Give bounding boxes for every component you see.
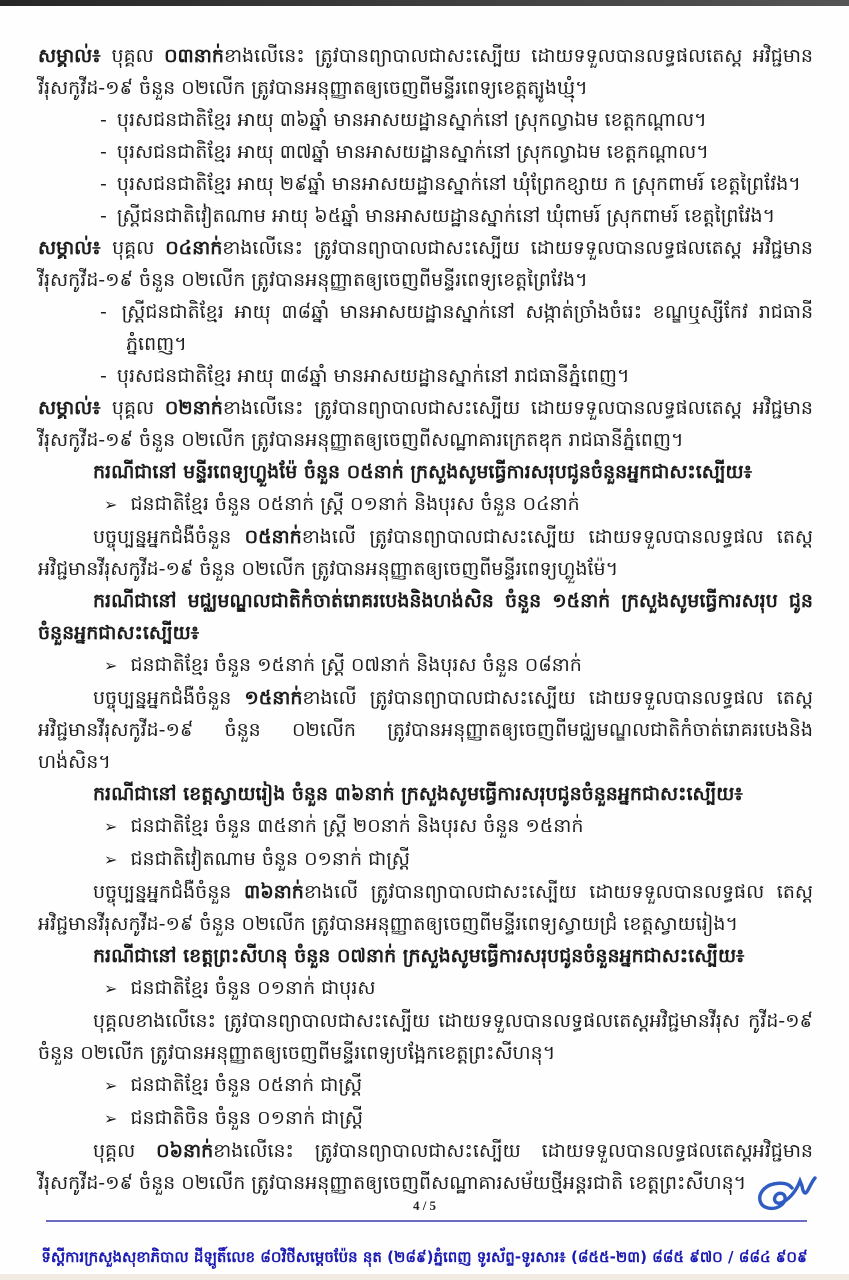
dash-bullet-icon: -: [100, 109, 113, 131]
arrow-item: ➢ ជនជាតិខ្មែរ ចំនួន ០១នាក់ ជាបុរស: [104, 977, 376, 999]
dash-bullet-icon: -: [100, 205, 113, 227]
section-heading: ករណីជានៅ ខេត្តស្វាយរៀង ចំនួន ៣៦នាក់ ក្រសួងសូមធ្វើការសរុបជូនចំនួនអ្នកជាសះស្បើយ៖: [93, 783, 743, 805]
body-paragraph: បុគ្គលខាងលើនេះ ត្រូវបានព្យាបាលជាសះស្បើយ ដោយទទួលបានលទ្ធផលតេស្តអវិជ្ជមានវីរុស កូវីដ-១៩ ចំនួន ០២លើក ត្រូវបានអនុញ្ញាតឲ្យចេញពីមន្ទីរពេទ្យបង្អែកខេត្តព្រះសីហនុ។: [38, 1010, 813, 1064]
arrowhead-bullet-icon: ➢: [104, 1076, 123, 1095]
arrow-item: ➢ ជនជាតិចិន ចំនួន ០១នាក់ ជាស្ត្រី: [104, 1107, 364, 1129]
bullet-item: - បុរសជនជាតិខ្មែរ អាយុ ៣៨ឆ្នាំ មានអាសយដ្ឋានស្នាក់នៅ រាជធានីភ្នំពេញ។: [100, 365, 630, 387]
footer-rule: [46, 1220, 807, 1222]
section-heading: ករណីជានៅ មជ្ឈមណ្ឌលជាតិកំចាត់រោគរបេងនិងហង់សិន ចំនួន ១៥នាក់ ក្រសួងសូមធ្វើការសរុប ជូនចំនួនអ្នកជាសះស្បើយ៖: [38, 590, 813, 644]
section-heading: ករណីជានៅ ខេត្តព្រះសីហនុ ចំនួន ០៧នាក់ ក្រសួងសូមធ្វើការសរុបជូនចំនួនអ្នកជាសះស្បើយ៖: [93, 945, 745, 967]
arrow-item: ➢ ជនជាតិវៀតណាម ចំនួន ០១នាក់ ជាស្ត្រី: [104, 848, 410, 870]
arrow-item: ➢ ជនជាតិខ្មែរ ចំនួន ០៥នាក់ ជាស្ត្រី: [104, 1074, 363, 1096]
body-paragraph: បច្ចុប្បន្នអ្នកជំងឺចំនួន ៣៦នាក់ខាងលើ ត្រូវបានព្យាបាលជាសះស្បើយ ដោយទទួលបានលទ្ធផល តេស្តអវិជ្ជមានវីរុសកូវីដ-១៩ ចំនួន ០២លើក ត្រូវបានអនុញ្ញាតឲ្យចេញពីមន្ទីរពេទ្យស្វាយជ្រំ ខេត្តស្វាយរៀង។: [38, 881, 813, 935]
dash-bullet-icon: -: [100, 301, 118, 323]
bullet-item: - ស្ត្រីជនជាតិវៀតណាម អាយុ ៦៥ឆ្នាំ មានអាសយដ្ឋានស្នាក់នៅ ឃុំពាមរ៍ ស្រុកពាមរ៍ ខេត្តព្រៃវែង។: [100, 205, 776, 227]
arrow-item: ➢ ជនជាតិខ្មែរ ចំនួន ១៥នាក់ ស្ត្រី ០៧នាក់ និងបុរស ចំនួន ០៨នាក់: [104, 654, 582, 676]
page-footer: [0, 1180, 849, 1280]
note-paragraph: សម្គាល់៖ បុគ្គល ០៣នាក់ខាងលើនេះ ត្រូវបានព្យាបាលជាសះស្បើយ ដោយទទួលបានលទ្ធផលតេស្ត អវិជ្ជមានវីរុសកូវីដ-១៩ ចំនួន ០២លើក ត្រូវបានអនុញ្ញាតឲ្យចេញពីមន្ទីរពេទ្យខេត្តត្បូងឃ្មុំ។: [38, 45, 813, 99]
note-paragraph: សម្គាល់៖ បុគ្គល ០២នាក់ខាងលើនេះ ត្រូវបានព្យាបាលជាសះស្បើយ ដោយទទួលបានលទ្ធផលតេស្ត អវិជ្ជមានវីរុសកូវីដ-១៩ ចំនួន ០២លើក ត្រូវបានអនុញ្ញាតឲ្យចេញពីសណ្ឋាគារក្រេតឌុក រាជធានីភ្នំពេញ។: [38, 397, 813, 451]
page-bottom-edge: [0, 1274, 849, 1280]
body-paragraph: បច្ចុប្បន្នអ្នកជំងឺចំនួន ០៥នាក់ខាងលើ ត្រូវបានព្យាបាលជាសះស្បើយ ដោយទទួលបានលទ្ធផល តេស្តអវិជ្ជមានវីរុសកូវីដ-១៩ ចំនួន ០២លើក ត្រូវបានអនុញ្ញាតឲ្យចេញពីមន្ទីរពេទ្យហ្លួងម៉ែ។: [38, 526, 813, 580]
arrow-item: ➢ ជនជាតិខ្មែរ ចំនួន ៣៥នាក់ ស្ត្រី ២០នាក់ និងបុរស ចំនួន ១៥នាក់: [104, 815, 584, 837]
arrowhead-bullet-icon: ➢: [104, 1109, 123, 1128]
bullet-item: - បុរសជនជាតិខ្មែរ អាយុ ៣៦ឆ្នាំ មានអាសយដ្ឋានស្នាក់នៅ ស្រុកល្វាឯម ខេត្តកណ្តាល។: [100, 109, 707, 131]
arrowhead-bullet-icon: ➢: [104, 656, 123, 675]
arrowhead-bullet-icon: ➢: [104, 979, 123, 998]
arrowhead-bullet-icon: ➢: [104, 495, 123, 514]
document-body: [38, 40, 813, 1199]
bullet-item: - ស្ត្រីជនជាតិខ្មែរ អាយុ ៣៨ឆ្នាំ មានអាសយដ្ឋានស្នាក់នៅ សង្កាត់ច្រាំងចំរេះ ខណ្ឌឬស្សីកែវ រាជធានី ភ្នំពេញ។: [100, 301, 814, 355]
body-paragraph: បុគ្គល ០៦នាក់ខាងលើនេះ ត្រូវបានព្យាបាលជាសះស្បើយ ដោយទទួលបានលទ្ធផលតេស្តអវិជ្ជមាន វីរុសកូវីដ-១៩ ចំនួន ០២លើក ត្រូវបានអនុញ្ញាតឲ្យចេញពីសណ្ឋាគារសម័យថ្មីអន្តរជាតិ ខេត្តព្រះសីហនុ។: [38, 1140, 813, 1194]
dash-bullet-icon: -: [100, 141, 113, 163]
dash-bullet-icon: -: [100, 365, 113, 387]
dash-bullet-icon: -: [100, 173, 113, 195]
body-paragraph: បច្ចុប្បន្នអ្នកជំងឺចំនួន ១៥នាក់ខាងលើ ត្រូវបានព្យាបាលជាសះស្បើយ ដោយទទួលបានលទ្ធផល តេស្តអវិជ្ជមានវីរុសកូវីដ-១៩ ចំនួន ០២លើក ត្រូវបានអនុញ្ញាតឲ្យចេញពីមជ្ឈមណ្ឌលជាតិកំចាត់រោគរបេងនិង ហង់សិន។: [38, 687, 813, 773]
bullet-item: - បុរសជនជាតិខ្មែរ អាយុ ៣៧ឆ្នាំ មានអាសយដ្ឋានស្នាក់នៅ ស្រុកល្វាឯម ខេត្តកណ្តាល។: [100, 141, 709, 163]
page-number: 4 / 5: [412, 1198, 437, 1213]
arrow-item: ➢ ជនជាតិខ្មែរ ចំនួន ០៥នាក់ ស្ត្រី ០១នាក់ និងបុរស ចំនួន ០៤នាក់: [104, 493, 580, 515]
bullet-item: - បុរសជនជាតិខ្មែរ អាយុ ២៩ឆ្នាំ មានអាសយដ្ឋានស្នាក់នៅ ឃុំព្រែកខ្សាយ ក ស្រុកពាមរ៍ ខេត្តព្រៃវែង។: [100, 173, 801, 195]
section-heading: ករណីជានៅ មន្ទីរពេទ្យហ្លួងម៉ែ ចំនួន ០៥នាក់ ក្រសួងសូមធ្វើការសរុបជូនចំនួនអ្នកជាសះស្បើយ៖: [93, 461, 752, 483]
arrowhead-bullet-icon: ➢: [104, 850, 123, 869]
footer-address: ទីស្តីការក្រសួងសុខាភិបាល ដីឡូតិ៍លេខ ៨០វិថីសម្តេចប៉ែន នុត (២៨៩)ភ្នំពេញ ទូរស័ព្ទ-ទូរសារ៖ (៨៥៥-២៣) ៨៨៥ ៩៧០ / ៨៨៤ ៩០៩: [41, 1248, 808, 1266]
arrowhead-bullet-icon: ➢: [104, 817, 123, 836]
note-paragraph: សម្គាល់៖ បុគ្គល ០៤នាក់ខាងលើនេះ ត្រូវបានព្យាបាលជាសះស្បើយ ដោយទទួលបានលទ្ធផលតេស្ត អវិជ្ជមានវីរុសកូវីដ-១៩ ចំនួន ០២លើក ត្រូវបានអនុញ្ញាតឲ្យចេញពីមន្ទីរពេទ្យខេត្តព្រៃវែង។: [38, 237, 813, 291]
page-top-edge: [0, 0, 849, 6]
